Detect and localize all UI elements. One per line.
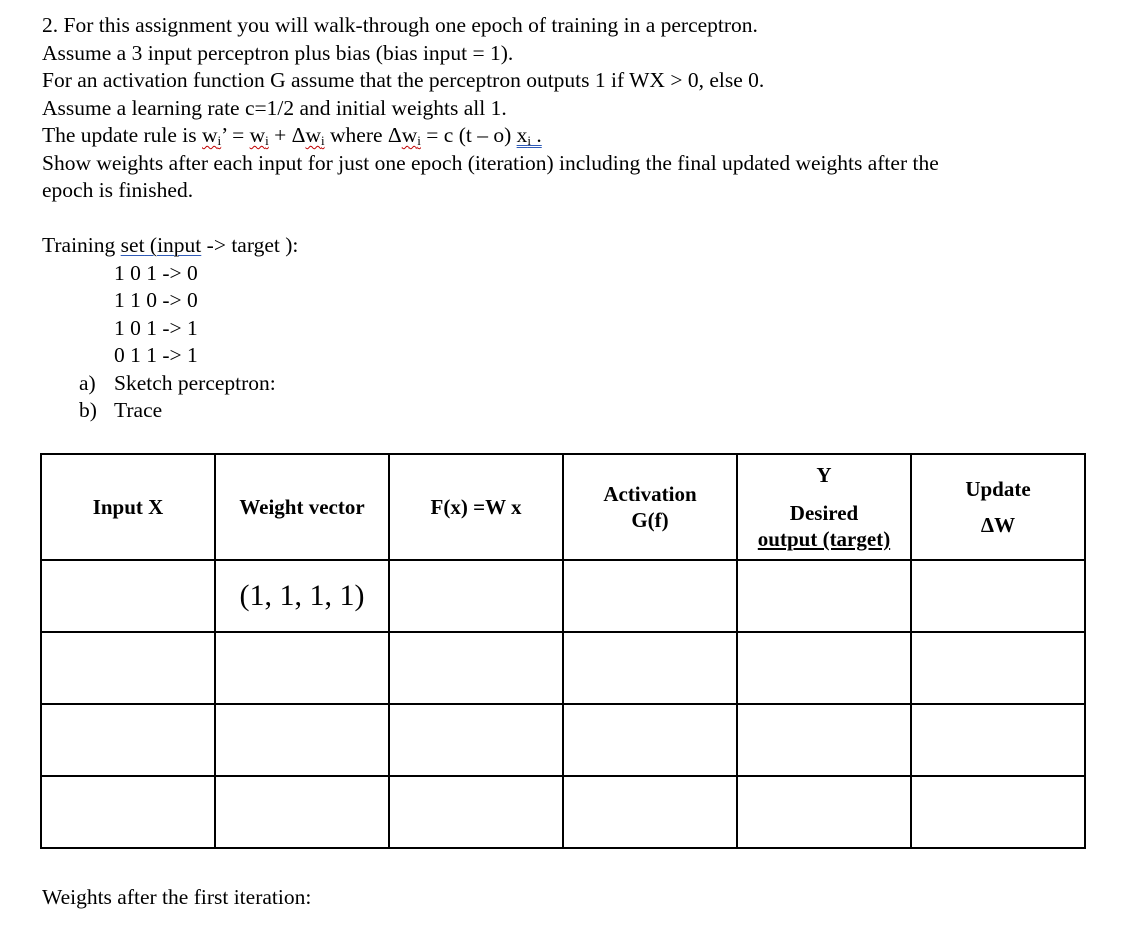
table-cell[interactable] — [563, 560, 737, 632]
header-desired-output: Y Desired output (target) — [737, 454, 911, 560]
training-row: 1 1 0 -> 0 — [114, 288, 198, 312]
part-b-text: Trace — [114, 398, 163, 422]
initial-weight-vector: (1, 1, 1, 1) — [239, 579, 365, 612]
training-row: 1 0 1 -> 1 — [114, 315, 198, 340]
table-cell[interactable] — [215, 776, 389, 848]
table-cell[interactable] — [563, 704, 737, 776]
header-weight-vector: Weight vector — [215, 454, 389, 560]
question-line-7: epoch is finished. — [42, 178, 194, 202]
part-a-text: Sketch perceptron: — [114, 370, 276, 395]
training-row: 0 1 1 -> 1 — [114, 343, 198, 367]
table-cell[interactable] — [911, 776, 1085, 848]
table-cell[interactable] — [41, 560, 215, 632]
table-row — [41, 704, 1085, 776]
table-row — [41, 632, 1085, 704]
table-cell[interactable] — [563, 776, 737, 848]
table-cell[interactable] — [215, 560, 389, 632]
table-cell[interactable] — [911, 704, 1085, 776]
table-cell[interactable] — [737, 560, 911, 632]
update-rule-line: The update rule is $w_i$’ = $w_i + \Delta w_i$ where $\Delta w_i = c$ (t – o) $x_i$ . — [42, 123, 542, 148]
question-line-3: For an activation function G assume that the perceptron outputs 1 if WX > 0, else 0. — [42, 68, 765, 92]
table-cell[interactable] — [911, 560, 1085, 632]
table-cell[interactable] — [215, 704, 389, 776]
table-cell[interactable] — [737, 776, 911, 848]
table-cell[interactable] — [41, 632, 215, 704]
training-set-label: Training set (input -> target ): — [42, 233, 299, 257]
table-cell[interactable] — [389, 776, 563, 848]
trace-table — [40, 453, 1086, 849]
table-cell[interactable] — [215, 632, 389, 704]
training-row: 1 0 1 -> 0 — [114, 260, 198, 285]
question-line-4: Assume a learning rate c=1/2 and initial weights all 1. — [42, 95, 507, 120]
table-cell[interactable] — [563, 632, 737, 704]
table-header-row — [41, 454, 1085, 560]
table-cell[interactable] — [41, 776, 215, 848]
question-line-2: Assume a 3 input perceptron plus bias (bias input = 1). — [42, 40, 514, 65]
question-line-1: 2. For this assignment you will walk-through one epoch of training in a perceptron. — [42, 13, 758, 37]
table-cell[interactable] — [389, 632, 563, 704]
header-activation: Activation G(f) — [563, 454, 737, 560]
table-cell[interactable] — [737, 704, 911, 776]
table-cell[interactable] — [389, 560, 563, 632]
table-cell[interactable] — [911, 632, 1085, 704]
question-line-6: Show weights after each input for just one epoch (iteration) including the final updated weights after the — [42, 150, 939, 175]
table-cell[interactable] — [737, 632, 911, 704]
table-cell[interactable] — [41, 704, 215, 776]
part-b-letter: b) — [79, 398, 97, 422]
table-row — [41, 560, 1085, 632]
part-a-letter: a) — [79, 370, 96, 395]
table-cell[interactable] — [389, 704, 563, 776]
table-row — [41, 776, 1085, 848]
weights-after-iteration-label: Weights after the first iteration: — [42, 885, 312, 909]
header-fx: F(x) =W x — [389, 454, 563, 560]
header-input-x: Input X — [41, 454, 215, 560]
header-update: Update ΔW — [911, 454, 1085, 560]
